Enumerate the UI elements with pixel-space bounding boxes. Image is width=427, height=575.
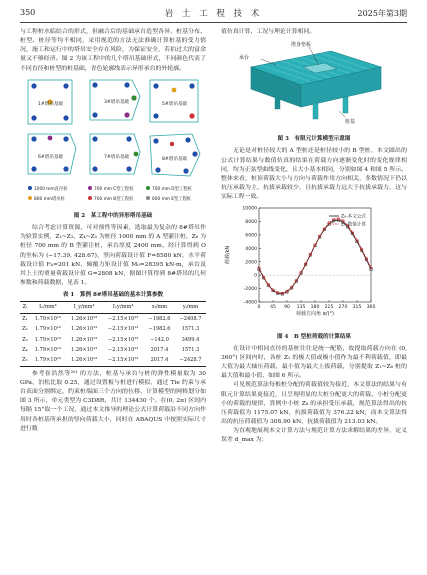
right-column <box>221 28 407 445</box>
table-header: xᵢ/mm <box>144 302 175 313</box>
foundation-1 <box>28 80 72 124</box>
table-cell: 1.26×10¹³ <box>71 336 98 343</box>
table-cell: −2.15×10¹² <box>102 355 144 366</box>
table-cell: Z₁ <box>22 315 28 322</box>
table-cell: 2017.4 <box>144 355 175 366</box>
legend-item: 600 mm E型工程桩 <box>152 196 192 202</box>
label-foundation-5: 5#塔吊基础 <box>162 101 188 107</box>
fe-model-illustration <box>221 37 407 129</box>
table-header: Iₓ/mm⁴ <box>30 302 66 313</box>
table-cell: Z₂ <box>22 326 28 333</box>
table-1 <box>20 301 206 366</box>
table-cell: −142.0 <box>150 336 169 343</box>
legend-label: Z₆-数值计算 <box>341 223 367 229</box>
table-cell: −2408.7 <box>179 315 202 322</box>
table-cell: 1571.3 <box>181 326 200 333</box>
table-cell: −1982.6 <box>148 326 171 333</box>
y-tick-label: 4000 <box>245 247 257 253</box>
table-cell: −2428.7 <box>175 355 206 366</box>
table-row <box>20 324 206 334</box>
y-tick-label: 0 <box>254 274 257 280</box>
x-tick-label: 45 <box>270 305 276 311</box>
table-cell: 1.26×10¹³ <box>71 326 98 333</box>
table-cell: −2.15×10¹² <box>107 346 139 353</box>
foundation-8 <box>150 134 200 176</box>
table-cell: 1.26×10¹³ <box>71 315 98 322</box>
table-row <box>20 355 206 366</box>
figure-2-caption: 图 2 某工程中的异形塔吊基础 <box>73 212 153 219</box>
x-tick-label: 135 <box>296 305 306 311</box>
table-row <box>20 335 206 345</box>
foundation-7 <box>90 134 140 174</box>
load-chart <box>221 202 407 326</box>
table-cell: 1.79×10¹³ <box>30 355 66 366</box>
x-tick-label: 0 <box>257 305 261 311</box>
left-paragraph-2: 综合考虑计算资源，可对预性等因素，选取最为复杂的 8#塔吊作为验算实例，Z₁~Z₃、Z₄~Z₅ 为桩径 1000 mm 的 A 型灌注桩，Z₆ 为桩径 700 mm 的 B 型灌注桩，承台厚度 2400 mm，经计算得到 O 的坐标为 (−17.39, 428.67)，竖向荷载设计值 F=8580 kN，水平荷载设计值 Fₕ=201 kN，倾覆力矩设计值 M₀=28395 kN·m，承台及其上土的重量荷载设计值 G=2808 kN，据图计算得到 8#塔吊的几何参数和荷载数据，见表 1。 <box>20 225 206 287</box>
table-cell: 1.26×10¹³ <box>66 355 102 366</box>
table-cell: −2.15×10¹² <box>107 315 139 322</box>
right-paragraph-1: 无论是对桩径较大的 A 型桩还是桩径较小的 B 型桩，本文圆出的公式计算结果与数值仿真的结果在荷载方向逐渐变化时的变化规律相同，均为正弦型曲线变化，且大小基本相同，分别如图 4 和图 5 所示。整体来看，桩顶荷载大小与方向与荷载作用方向相关，多数情况下仍以抗压承载为主，抗拔承载较少，且抗拔承载力远大于抗拔承载力，这与实际工程一致。 <box>221 148 407 201</box>
label-cap: 承台 <box>239 55 250 62</box>
table-header: yᵢ/mm <box>175 302 206 313</box>
legend-item: 700 mm D型工程桩 <box>152 186 192 192</box>
y-tick-label: 2000 <box>245 260 257 266</box>
legend-item: 700 mm C型工程桩 <box>94 186 134 192</box>
left-column <box>20 28 206 434</box>
table-header: Iₓy/mm⁴ <box>102 302 144 313</box>
table-body <box>20 313 206 366</box>
legend-item: 700 mm B型工程桩 <box>94 196 134 202</box>
table-cell: 2017.4 <box>150 346 169 353</box>
table-cell: 1.79×10¹³ <box>34 336 61 343</box>
legend-item: 1000 mm直径桩 <box>34 186 68 192</box>
x-axis-label: 荷载方向角 α/(°) <box>296 311 334 318</box>
y-tick-label: 8000 <box>245 220 257 226</box>
table-header: I_y/mm⁴ <box>66 302 102 313</box>
figure-4-caption: 图 4 B 型桩荷载的计算结果 <box>276 333 352 340</box>
legend-label: Z₆-本文公式 <box>341 215 367 221</box>
table-row <box>20 345 206 355</box>
table-cell: −1982.6 <box>148 315 171 322</box>
left-paragraph-1: 与工程桩水临结合的形式，但融合后的基础承台造型各异，桩基分布、桩型、桩径等均不相同，采用规范的方法无法准确计算桩基的受力情况，施工和运行中的塔吊安全存在风险，为保证安全，若拍过大的富余量又不够经济。图 2 为该工程中的几个塔吊基础形式，不同颜色代表了不同直径和桩型的桩基础，青色轮廓线表示异形承台的外轮廓。 <box>20 29 206 72</box>
foundation-6 <box>28 134 76 174</box>
table-cell: Z₄ <box>22 346 28 353</box>
x-tick-label: 315 <box>352 305 362 311</box>
figure-3-caption: 图 3 有限元计算模型示意图 <box>277 136 351 143</box>
figure-2-legend <box>28 185 193 202</box>
left-paragraph-3: 参考崔浩然等²⁰¹ 的方法，桩基与承台与桩的弹性模量取为 30 GPa，泊松比取 0.25，通过设置板与桩进行模拟，通过 Tie 约束与承台表面分割绑定，约束桩端面三个方向的位移，计算模型的网格划分如图 3 所示，单元类型为 C3D8R，共计 134430 个。在(0, 2π) 区间内每隔 15°取一个工况，通过本文推导的理论公式计算荷载沿不同方向作用时各桩基所承担的竖向荷载大小，同时在 ABAQUS 中按照实际尺寸进行数 <box>20 370 206 432</box>
foundation-layouts <box>20 74 206 206</box>
label-foundation-3: 3#塔吊基础 <box>104 99 130 105</box>
table-cell: 1.79×10¹³ <box>34 315 61 322</box>
right-paragraph-0: 值仿真计算，工况与理论计算相同。 <box>221 29 316 35</box>
table-cell: 3499.4 <box>181 336 200 343</box>
right-paragraph-2: 在设计中相同直径的基桩往往是统一配筋，故提取荷载方向在 (0, 360°) 区间内时，各桩 Z₁ 的极大值或极小值作为最不利荷载值，即最大值为最大轴压荷载，最小值为最大上拔荷载，分别提取 Z₁~Z₆ 桩的最大值和最小值，如图 6 所示。 <box>221 345 407 380</box>
x-tick-label: 180 <box>310 305 320 311</box>
label-foundation-7: 7#塔吊基础 <box>104 154 130 160</box>
label-foundation-6: 6#塔吊基础 <box>38 154 64 160</box>
right-paragraph-4: 为直观地展现本文计算方法与规范计算方法求解结果的差异，定义误差 d_max 为： <box>221 428 407 444</box>
x-tick-label: 270 <box>338 305 348 311</box>
label-foundation-8: 8#塔吊基础 <box>162 156 188 162</box>
figure-4 <box>221 202 407 341</box>
foundation-5 <box>150 80 198 122</box>
y-tick-label: 6000 <box>245 233 257 239</box>
x-tick-label: 360 <box>366 305 376 311</box>
label-pile: 桩基 <box>345 119 356 126</box>
running-header <box>20 6 407 23</box>
y-tick-label: 10000 <box>242 207 257 213</box>
foundation-3 <box>90 80 140 120</box>
series-line <box>259 219 371 294</box>
table-cell: 1.26×10¹³ <box>71 346 98 353</box>
table-row <box>20 313 206 324</box>
table-cell: 1.79×10¹³ <box>34 346 61 353</box>
y-tick-label: -4000 <box>243 301 257 307</box>
legend-item: 800 mm塔吊桩 <box>34 196 65 202</box>
table-cell: 1571.3 <box>181 346 200 353</box>
series-line <box>259 220 371 294</box>
table-cell: 1.79×10¹³ <box>34 326 61 333</box>
label-foundation-1: 1#塔吊基础 <box>38 101 64 107</box>
issue-label: 2025年第3期 <box>357 9 407 18</box>
y-axis-label: 荷载/kN <box>225 246 231 265</box>
table-cell: Z₅ <box>20 355 30 366</box>
table-1-caption: 表 1 算例 8#塔吊基础的基本计算参数 <box>62 292 164 299</box>
label-pad: 塔身垫板 <box>291 42 312 49</box>
page-number: 350 <box>20 8 36 17</box>
journal-title: 岩 土 工 程 技 术 <box>164 9 263 19</box>
y-tick-label: -2000 <box>243 287 257 293</box>
table-cell: −2.15×10¹² <box>107 336 139 343</box>
figure-3 <box>221 37 407 144</box>
right-paragraph-3: 可见规范算法每根桩分配的荷载值较为接近，本文算法的结果与有限元计算结果更接近，且呈现明显的大桩分配更大的荷载、小桩分配更小的荷载的规律，算例中小桩 Z₆ 的承担受压承载，规范算法得出的抗压荷载值为 1175.07 kN，抗拔荷载值为 376.22 kN，而本文算法得出的抗压荷载值为 308.90 kN，抗拔荷载值为 213.03 kN。 <box>221 382 407 425</box>
figure-2 <box>20 74 206 221</box>
table-header: Zᵢ <box>20 302 30 313</box>
x-tick-label: 225 <box>324 305 334 311</box>
table-cell: −2.15×10¹² <box>107 326 139 333</box>
table-cell: Z₃ <box>22 336 28 343</box>
x-tick-label: 90 <box>284 305 290 311</box>
